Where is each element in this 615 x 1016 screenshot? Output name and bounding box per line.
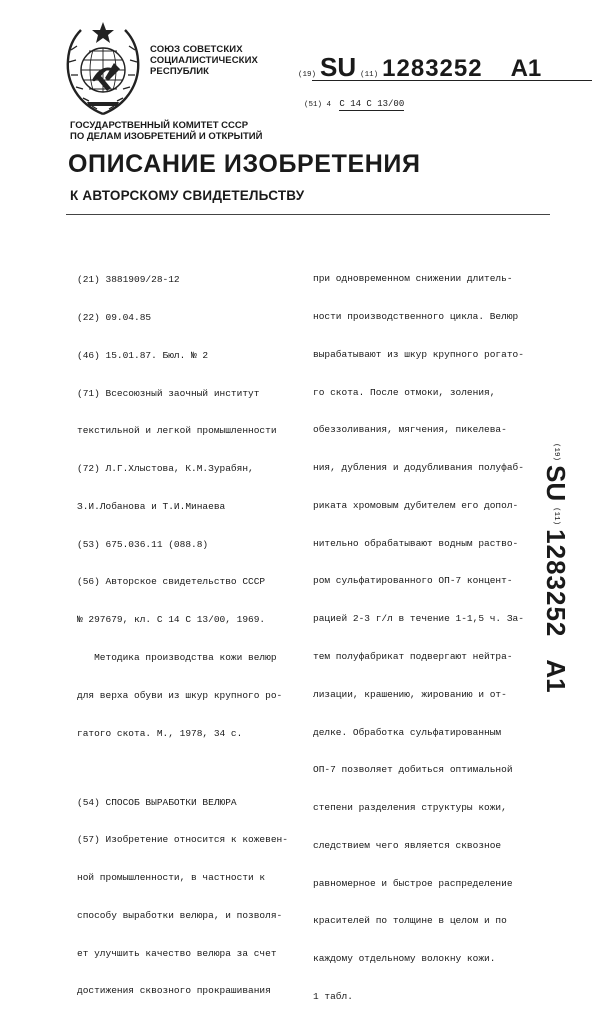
abstract-line: риката хромовым дубителем его допол-: [313, 499, 519, 511]
header-divider: [66, 214, 550, 215]
spacer: [77, 765, 288, 771]
publication-number: [298, 52, 598, 80]
abstract-line: красителей по толщине в целом и по: [313, 915, 507, 927]
biblio-line: гатого скота. М., 1978, 34 с.: [77, 727, 243, 739]
abstract-line: го скота. После отмоки, золения,: [313, 386, 496, 398]
abstract-line: ния, дубления и додубливания полуфаб-: [313, 462, 524, 474]
invention-title: (54) СПОСОБ ВЫРАБОТКИ ВЕЛЮРА: [77, 796, 237, 808]
abstract-line: ОП-7 позволяет добиться оптимальной: [313, 764, 513, 776]
abstract-line: вырабатывают из шкур крупного рогато-: [313, 348, 524, 360]
number-code-label: (11): [360, 71, 379, 79]
biblio-line: З.И.Лобанова и Т.И.Минаева: [77, 500, 226, 512]
document-title: ОПИСАНИЕ ИЗОБРЕТЕНИЯ: [68, 150, 421, 178]
abstract-line: каждому отдельному волокну кожи.: [313, 953, 496, 965]
abstract-line: равномерное и быстрое распределение: [313, 877, 513, 889]
vertical-publication-number: [518, 443, 594, 693]
abstract-line: ной промышленности, в частности к: [77, 872, 266, 884]
biblio-line: (53) 675.036.11 (088.8): [77, 538, 209, 550]
abstract-line: (57) Изобретение относится к кожевен-: [77, 834, 288, 846]
biblio-line: (71) Всесоюзный заочный институт: [77, 387, 260, 399]
country-name-line: СОЮЗ СОВЕТСКИХ: [150, 44, 243, 55]
abstract-line: обеззоливания, мягчения, пикелева-: [313, 424, 507, 436]
country-name-block: [150, 44, 258, 77]
abstract-line: способу выработки велюра, и позволя-: [77, 909, 283, 921]
biblio-line: (22) 09.04.85: [77, 311, 152, 323]
abstract-line: рацией 2-3 г/л в течение 1-1,5 ч. За-: [313, 613, 524, 625]
abstract-line: следствием чего является сквозное: [313, 839, 502, 851]
abstract-line: 1 табл.: [313, 991, 353, 1003]
abstract-line: делке. Обработка сульфатированным: [313, 726, 502, 738]
publication-underline: [312, 80, 592, 81]
patent-number: 1283252: [382, 55, 483, 82]
abstract-line: лизации, крашению, жированию и от-: [313, 688, 507, 700]
ipc-classification: [304, 99, 404, 109]
abstract-column: [313, 248, 524, 1016]
vertical-kind-code: A1: [541, 659, 572, 693]
biblio-line: для верха обуви из шкур крупного ро-: [77, 689, 283, 701]
country-name-line: СОЦИАЛИСТИЧЕСКИХ: [150, 55, 258, 66]
document-subtitle: К АВТОРСКОМУ СВИДЕТЕЛЬСТВУ: [70, 188, 305, 203]
abstract-line: достижения сквозного прокрашивания: [77, 985, 271, 997]
country-code: SU: [320, 52, 357, 82]
ussr-emblem-icon: [62, 20, 144, 118]
biblio-line: (46) 15.01.87. Бюл. № 2: [77, 349, 209, 361]
vertical-number-text: [518, 443, 594, 693]
abstract-line: тем полуфабрикат подвергают нейтра-: [313, 651, 513, 662]
biblio-line: текстильной и легкой промышленности: [77, 425, 277, 437]
committee-line: ПО ДЕЛАМ ИЗОБРЕТЕНИЙ И ОТКРЫТИЙ: [70, 131, 263, 142]
vertical-country-code-label: (19): [552, 443, 560, 462]
vertical-country-code: SU: [541, 465, 572, 502]
abstract-line: ности производственного цикла. Велюр: [313, 310, 519, 322]
biblio-line: (72) Л.Г.Хлыстова, К.М.Зурабян,: [77, 463, 254, 475]
abstract-line: при одновременном снижении длитель-: [313, 273, 513, 285]
committee-block: [70, 120, 262, 142]
abstract-line: степени разделения структуры кожи,: [313, 802, 507, 814]
biblio-line: № 297679, кл. С 14 С 13/00, 1969.: [77, 614, 266, 626]
country-name-line: РЕСПУБЛИК: [150, 66, 210, 77]
biblio-line: (21) 3881909/28-12: [77, 274, 180, 286]
vertical-patent-number: 1283252: [541, 529, 572, 638]
country-code-label: (19): [298, 71, 317, 79]
ipc-label: (51) 4: [304, 101, 332, 109]
kind-code: A1: [510, 55, 542, 82]
biblio-line: Методика производства кожи велюр: [77, 652, 277, 663]
bibliographic-column: [77, 249, 288, 1011]
biblio-line: (56) Авторское свидетельство СССР: [77, 576, 266, 588]
vertical-number-code-label: (11): [552, 507, 560, 526]
committee-line: ГОСУДАРСТВЕННЫЙ КОМИТЕТ СССР: [70, 120, 249, 131]
ipc-value: С 14 С 13/00: [339, 99, 405, 109]
abstract-line: ет улучшить качество велюра за счет: [77, 947, 277, 959]
abstract-line: нительно обрабатывают водным раство-: [313, 537, 519, 549]
abstract-line: ром сульфатированного ОП-7 концент-: [313, 575, 513, 587]
